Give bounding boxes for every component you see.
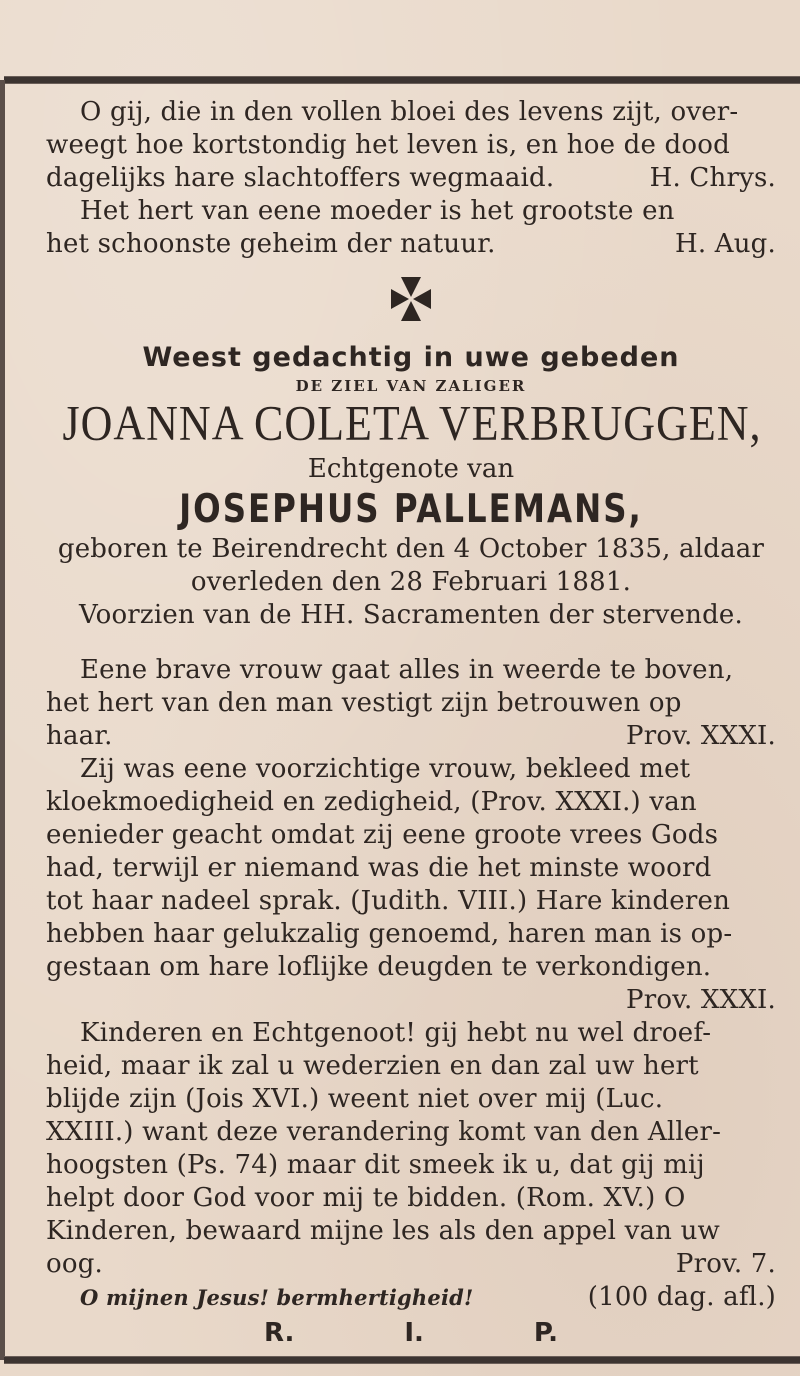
rip-i: I.: [404, 1318, 424, 1348]
p1-ref: Prov. XXXI.: [626, 721, 776, 751]
spouse-name: JOSEPHUS PALLEMANS,: [179, 486, 643, 532]
left-border: [0, 80, 5, 1360]
p3-line-4: XXIII.) want deze verandering komt van den Aller-: [46, 1117, 722, 1147]
p3-line-5: hoogsten (Ps. 74) maar dit smeek ik u, dat gij mij: [46, 1150, 705, 1180]
p1-line-2: het hert van den man vestigt zijn betrouwen op: [46, 688, 682, 718]
p2-ref: Prov. XXXI.: [626, 985, 776, 1015]
p3-line-8: [46, 1248, 776, 1281]
quote-line-5: [46, 228, 776, 261]
rip-r: R.: [263, 1318, 295, 1348]
p1-last-text: haar.: [46, 721, 113, 751]
p3-ref: Prov. 7.: [675, 1249, 776, 1279]
p2-line-1: Zij was eene voorzichtige vrouw, bekleed met: [80, 754, 691, 784]
rip-line: [46, 1318, 776, 1348]
quote-line-3: [46, 162, 776, 195]
p2-line-4: had, terwijl er niemand was die het minste woord: [46, 853, 712, 883]
heading-ziel: DE ZIEL VAN ZALIGER: [295, 377, 527, 395]
cross-pattee-icon: [389, 275, 433, 323]
card-content: [46, 96, 776, 1348]
p3-line-7: Kinderen, bewaard mijne les als den appel van uw: [46, 1216, 720, 1246]
cross-container: [46, 275, 776, 323]
p3-last-text: oog.: [46, 1249, 104, 1279]
death-line: overleden den 28 Februari 1881.: [190, 567, 632, 597]
p2-line-6: hebben haar gelukzalig genoemd, haren man is op-: [46, 919, 733, 949]
p3-line-6: helpt door God voor mij te bidden. (Rom. XV.) O: [46, 1183, 686, 1213]
quote-line-4: Het hert van eene moeder is het grootste en: [80, 196, 675, 226]
top-border-rule: [4, 76, 800, 84]
indulgence-text: (100 dag. afl.): [587, 1282, 776, 1312]
quote-line-5-text: het schoonste geheim der natuur.: [46, 229, 496, 259]
quote-line-1: O gij, die in den vollen bloei des levens zijt, over-: [80, 97, 739, 127]
quote-ref-aug: H. Aug.: [674, 229, 776, 259]
heading-weest: Weest gedachtig in uwe gebeden: [142, 342, 680, 373]
prayer-line: [46, 1281, 776, 1314]
quote-line-2: weegt hoe kortstondig het leven is, en hoe de dood: [46, 130, 730, 160]
rip-p: P.: [533, 1318, 559, 1348]
spouse-intro: Echtgenote van: [307, 454, 515, 484]
quote-ref-chrys: H. Chrys.: [649, 163, 776, 193]
p2-line-5: tot haar nadeel sprak. (Judith. VIII.) Hare kinderen: [46, 886, 731, 916]
bottom-border-rule: [4, 1356, 800, 1364]
deceased-name: JOANNA COLETA VERBRUGGEN,: [62, 396, 762, 451]
p3-line-2: heid, maar ik zal u wederzien en dan zal uw hert: [46, 1051, 699, 1081]
prayer-text: O mijnen Jesus! bermhertigheid!: [80, 1285, 474, 1310]
sacraments-line: Voorzien van de HH. Sacramenten der stervende.: [79, 600, 743, 630]
p1-line-1: Eene brave vrouw gaat alles in weerde te boven,: [80, 655, 734, 685]
birth-line: geboren te Beirendrecht den 4 October 1835, aldaar: [57, 534, 765, 564]
p2-line-2: kloekmoedigheid en zedigheid, (Prov. XXXI.) van: [46, 787, 697, 817]
p3-line-1: Kinderen en Echtgenoot! gij hebt nu wel droef-: [80, 1018, 712, 1048]
p3-line-3: blijde zijn (Jois XVI.) weent niet over mij (Luc.: [46, 1084, 664, 1114]
p2-line-3: eenieder geacht omdat zij eene groote vrees Gods: [46, 820, 719, 850]
p1-line-3: [46, 720, 776, 753]
p2-line-7: gestaan om hare loflijke deugden te verkondigen.: [46, 952, 712, 982]
quote-line-3-text: dagelijks hare slachtoffers wegmaaid.: [46, 163, 555, 193]
